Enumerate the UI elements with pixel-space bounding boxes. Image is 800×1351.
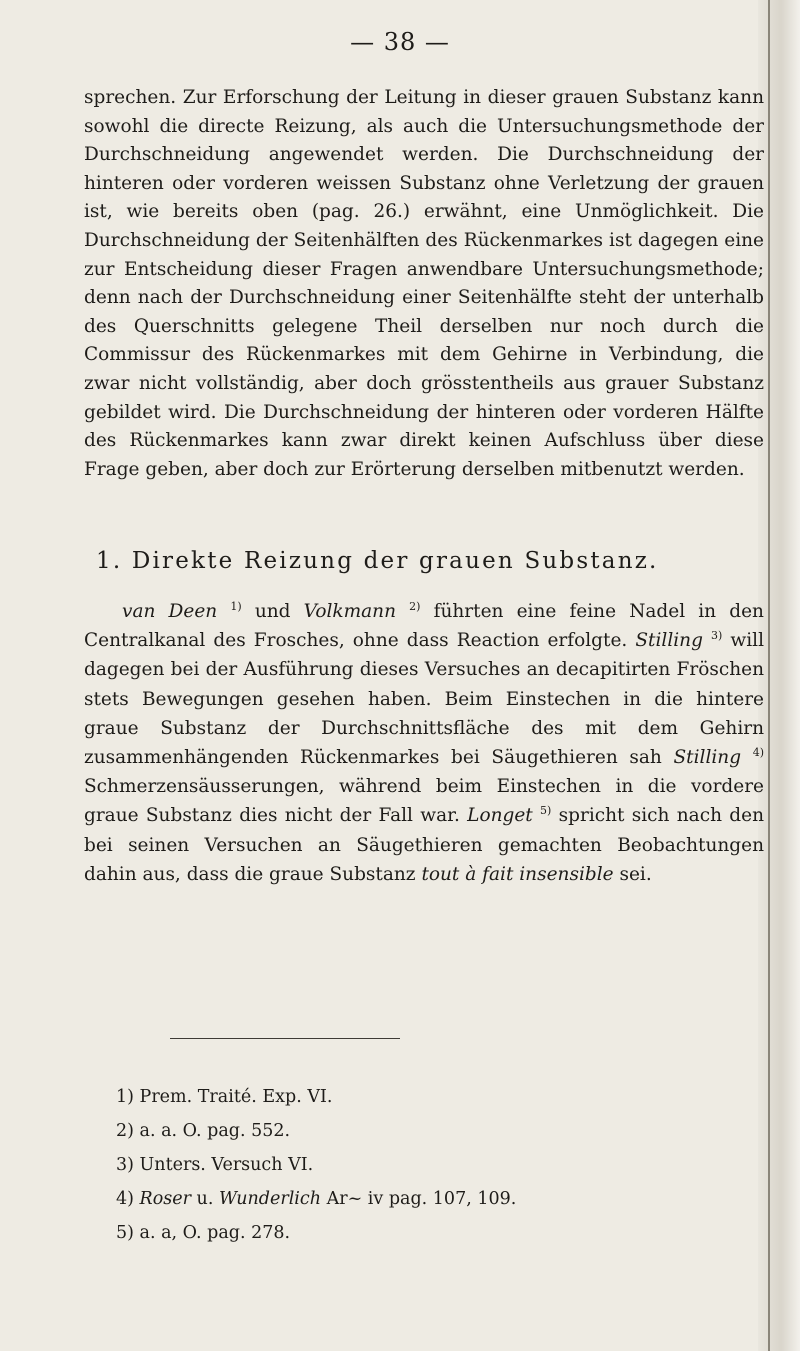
paragraph-text-1: führten eine feine Nadel in den Centralkanal des Frosches, ohne dass Reaction erfolgte. xyxy=(84,601,764,652)
footnote-text: Unters. Versuch VI. xyxy=(139,1155,314,1175)
footnote-number: 5) xyxy=(116,1223,134,1243)
footnote-5 xyxy=(116,1216,736,1250)
footnote-number: 2) xyxy=(116,1121,134,1141)
footnote-ref-3: 3) xyxy=(711,629,723,643)
author-van-deen: van Deen xyxy=(122,601,218,622)
paragraph-text-4: spricht sich nach den bei seinen Versuchen an Säugethieren gemachten Beobachtungen dahin aus, dass die graue Substanz xyxy=(84,805,764,885)
phrase-insensible: tout à fait insensible xyxy=(421,863,614,885)
section-heading: 1. Direkte Reizung der grauen Substanz. xyxy=(96,548,659,574)
page-edge-line xyxy=(768,0,770,1351)
footnote-conj: u. xyxy=(196,1189,214,1209)
paragraph-text-3: Schmerzensäusserungen, während beim Einstechen in die vordere graue Substanz dies nicht der Fall war. xyxy=(84,776,764,827)
intro-text-block xyxy=(84,84,764,484)
author-stilling-1: Stilling xyxy=(635,630,703,652)
footnote-ref-4: 4) xyxy=(752,745,764,759)
author-volkmann: Volkmann xyxy=(303,601,396,622)
footnote-text: a. a, O. pag. 278. xyxy=(139,1223,291,1243)
section-text-block xyxy=(84,597,764,889)
author-stilling-2: Stilling xyxy=(673,747,742,769)
intro-paragraph: sprechen. Zur Erforschung der Leitung in dieser grauen Substanz kann sowohl die directe Reizung, als auch die Untersuchungsmethode der Durchschneidung angewendet werden. Die Durchschneidung der hinteren oder vorderen weissen Substanz ohne Verletzung der grauen ist, wie bereits oben (pag. 26.) erwähnt, eine Unmöglichkeit. Die Durchschneidung der Seitenhälften des Rückenmarkes ist dagegen eine zur Entscheidung dieser Fragen anwendbare Untersuchungsmethode; denn nach der Durchschneidung einer Seitenhälfte steht der unterhalb des Querschnitts gelegene Theil derselben nur noch durch die Commissur des Rückenmarkes mit dem Gehirne in Verbindung, die zwar nicht vollständig, aber doch grösstentheils aus grauer Substanz gebildet wird. Die Durchschneidung der hinteren oder vorderen Hälfte des Rückenmarkes kann zwar direkt keinen Aufschluss über diese Frage geben, aber doch zur Erörterung derselben mitbenutzt werden. xyxy=(84,87,764,480)
footnote-number: 4) xyxy=(116,1189,134,1209)
footnotes xyxy=(116,1080,736,1250)
footnote-ref-2: 2) xyxy=(409,599,421,613)
footnote-text: Prem. Traité. Exp. VI. xyxy=(139,1087,333,1107)
footnote-3 xyxy=(116,1148,736,1182)
text-and: und xyxy=(254,601,291,622)
footnote-text: Ar~ iv pag. 107, 109. xyxy=(326,1189,517,1209)
footnote-text: a. a. O. pag. 552. xyxy=(139,1121,291,1141)
footnote-author-roser: Roser xyxy=(139,1189,191,1209)
paragraph-text-2: will dagegen bei der Ausführung dieses Versuches an decapitirten Fröschen stets Bewegungen gesehen haben. Beim Einstechen in die hintere graue Substanz der Durchschnittsfläche des mit dem Gehirn zusammenhängenden Rückenmarkes bei Säugethieren sah xyxy=(84,630,764,769)
footnote-author-wunderlich: Wunderlich xyxy=(218,1189,321,1209)
footnote-divider xyxy=(170,1038,400,1039)
footnote-number: 1) xyxy=(116,1087,134,1107)
footnote-ref-1: 1) xyxy=(230,599,242,613)
section-paragraph xyxy=(84,597,764,889)
footnote-1 xyxy=(116,1080,736,1114)
paragraph-text-5: sei. xyxy=(619,863,652,885)
book-gutter xyxy=(758,0,800,1351)
author-longet: Longet xyxy=(467,805,533,827)
footnote-4 xyxy=(116,1182,736,1216)
footnote-number: 3) xyxy=(116,1155,134,1175)
footnote-ref-5: 5) xyxy=(540,804,552,818)
footnote-2 xyxy=(116,1114,736,1148)
page-number: — 38 — xyxy=(350,28,450,56)
